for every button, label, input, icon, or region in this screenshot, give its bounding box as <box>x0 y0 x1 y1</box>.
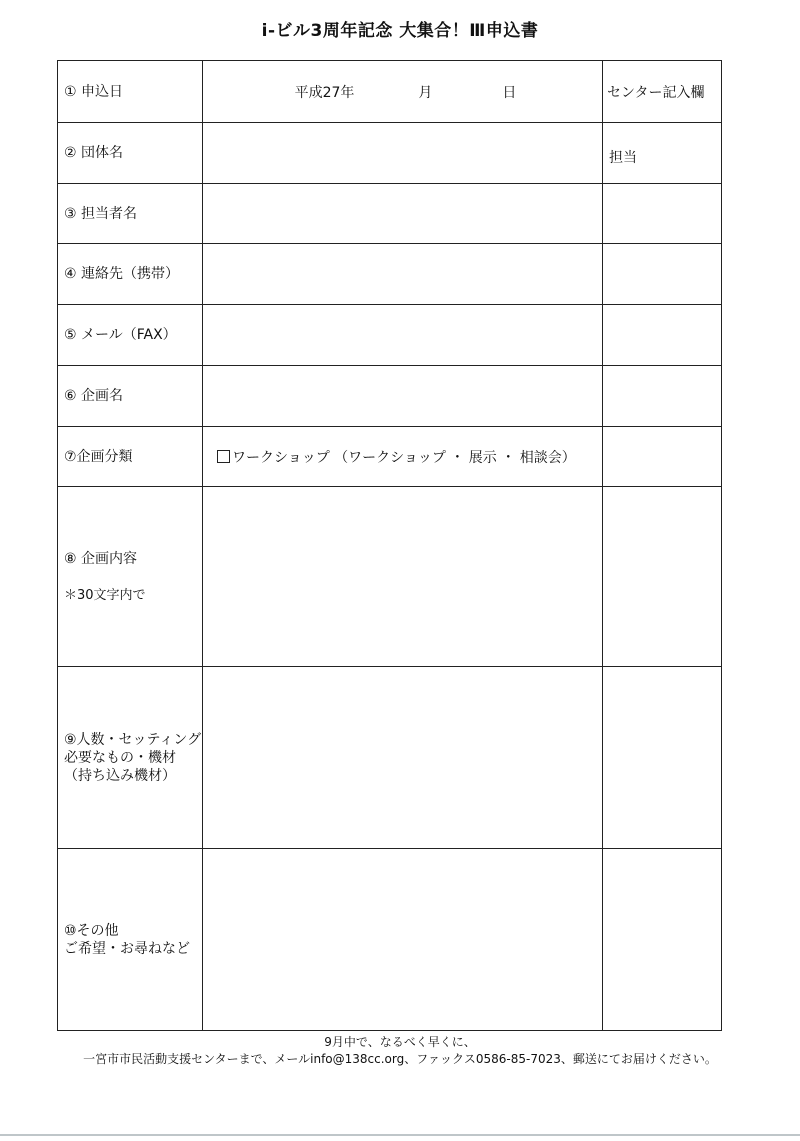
label-content: ⑧ 企画内容 ＊30文字内で <box>58 487 203 667</box>
label-group-name: ② 団体名 <box>58 123 203 184</box>
date-era: 平成27年 <box>294 84 355 101</box>
checkbox-icon[interactable] <box>217 450 230 463</box>
form-title: i-ビル3周年記念 大集合！Ⅲ申込書 <box>261 21 539 41</box>
category-option: ワークショップ （ワークショップ ・ 展示 ・ 相談会） <box>232 449 576 466</box>
content-field[interactable] <box>203 487 603 667</box>
label-contact: ④ 連絡先（携帯） <box>58 244 203 305</box>
application-form-table <box>57 60 722 1031</box>
other-field[interactable] <box>203 849 603 1031</box>
mail-field[interactable] <box>203 305 603 366</box>
row-contact <box>58 244 722 305</box>
contact-field[interactable] <box>203 244 603 305</box>
center-cell-category[interactable] <box>603 427 722 487</box>
center-cell-people[interactable] <box>603 667 722 849</box>
row-group-name <box>58 123 722 184</box>
row-plan-name <box>58 366 722 427</box>
bottom-scan-edge <box>0 1134 800 1136</box>
row-category <box>58 427 722 487</box>
row-application-date <box>58 61 722 123</box>
center-cell-contact[interactable] <box>603 244 722 305</box>
date-day: 日 <box>502 84 517 101</box>
footer-line-1: 9月中で、なるべく早くに、 <box>324 1035 476 1049</box>
plan-name-field[interactable] <box>203 366 603 427</box>
content-note: ＊30文字内で <box>64 588 146 603</box>
row-other <box>58 849 722 1031</box>
label-plan-name: ⑥ 企画名 <box>58 366 203 427</box>
label-person-name: ③ 担当者名 <box>58 184 203 244</box>
label-other: ⑩その他 ご希望・お尋ねなど <box>58 849 203 1031</box>
people-field[interactable] <box>203 667 603 849</box>
footer-instructions <box>60 1034 740 1068</box>
row-mail <box>58 305 722 366</box>
center-cell-other[interactable] <box>603 849 722 1031</box>
label-category: ⑦企画分類 <box>58 427 203 487</box>
center-use-header: センター記入欄 <box>603 61 722 123</box>
center-cell-person[interactable] <box>603 184 722 244</box>
row-content <box>58 487 722 667</box>
row-person-name <box>58 184 722 244</box>
center-cell-content[interactable] <box>603 487 722 667</box>
label-application-date: ① 申込日 <box>58 61 203 123</box>
center-tanto-label: 担当 <box>603 123 722 184</box>
application-date-field[interactable] <box>203 61 603 123</box>
label-people: ⑨人数・セッティング 必要なもの・機材 （持ち込み機材） <box>58 667 203 849</box>
category-field <box>203 427 603 487</box>
row-people <box>58 667 722 849</box>
person-name-field[interactable] <box>203 184 603 244</box>
center-cell-plan-name[interactable] <box>603 366 722 427</box>
date-month: 月 <box>418 84 433 101</box>
group-name-field[interactable] <box>203 123 603 184</box>
label-mail: ⑤ メール（FAX） <box>58 305 203 366</box>
footer-line-2: 一宮市市民活動支援センターまで、メールinfo@138cc.org、ファックス0586-85-7023、郵送にてお届けください。 <box>83 1052 717 1066</box>
center-cell-mail[interactable] <box>603 305 722 366</box>
